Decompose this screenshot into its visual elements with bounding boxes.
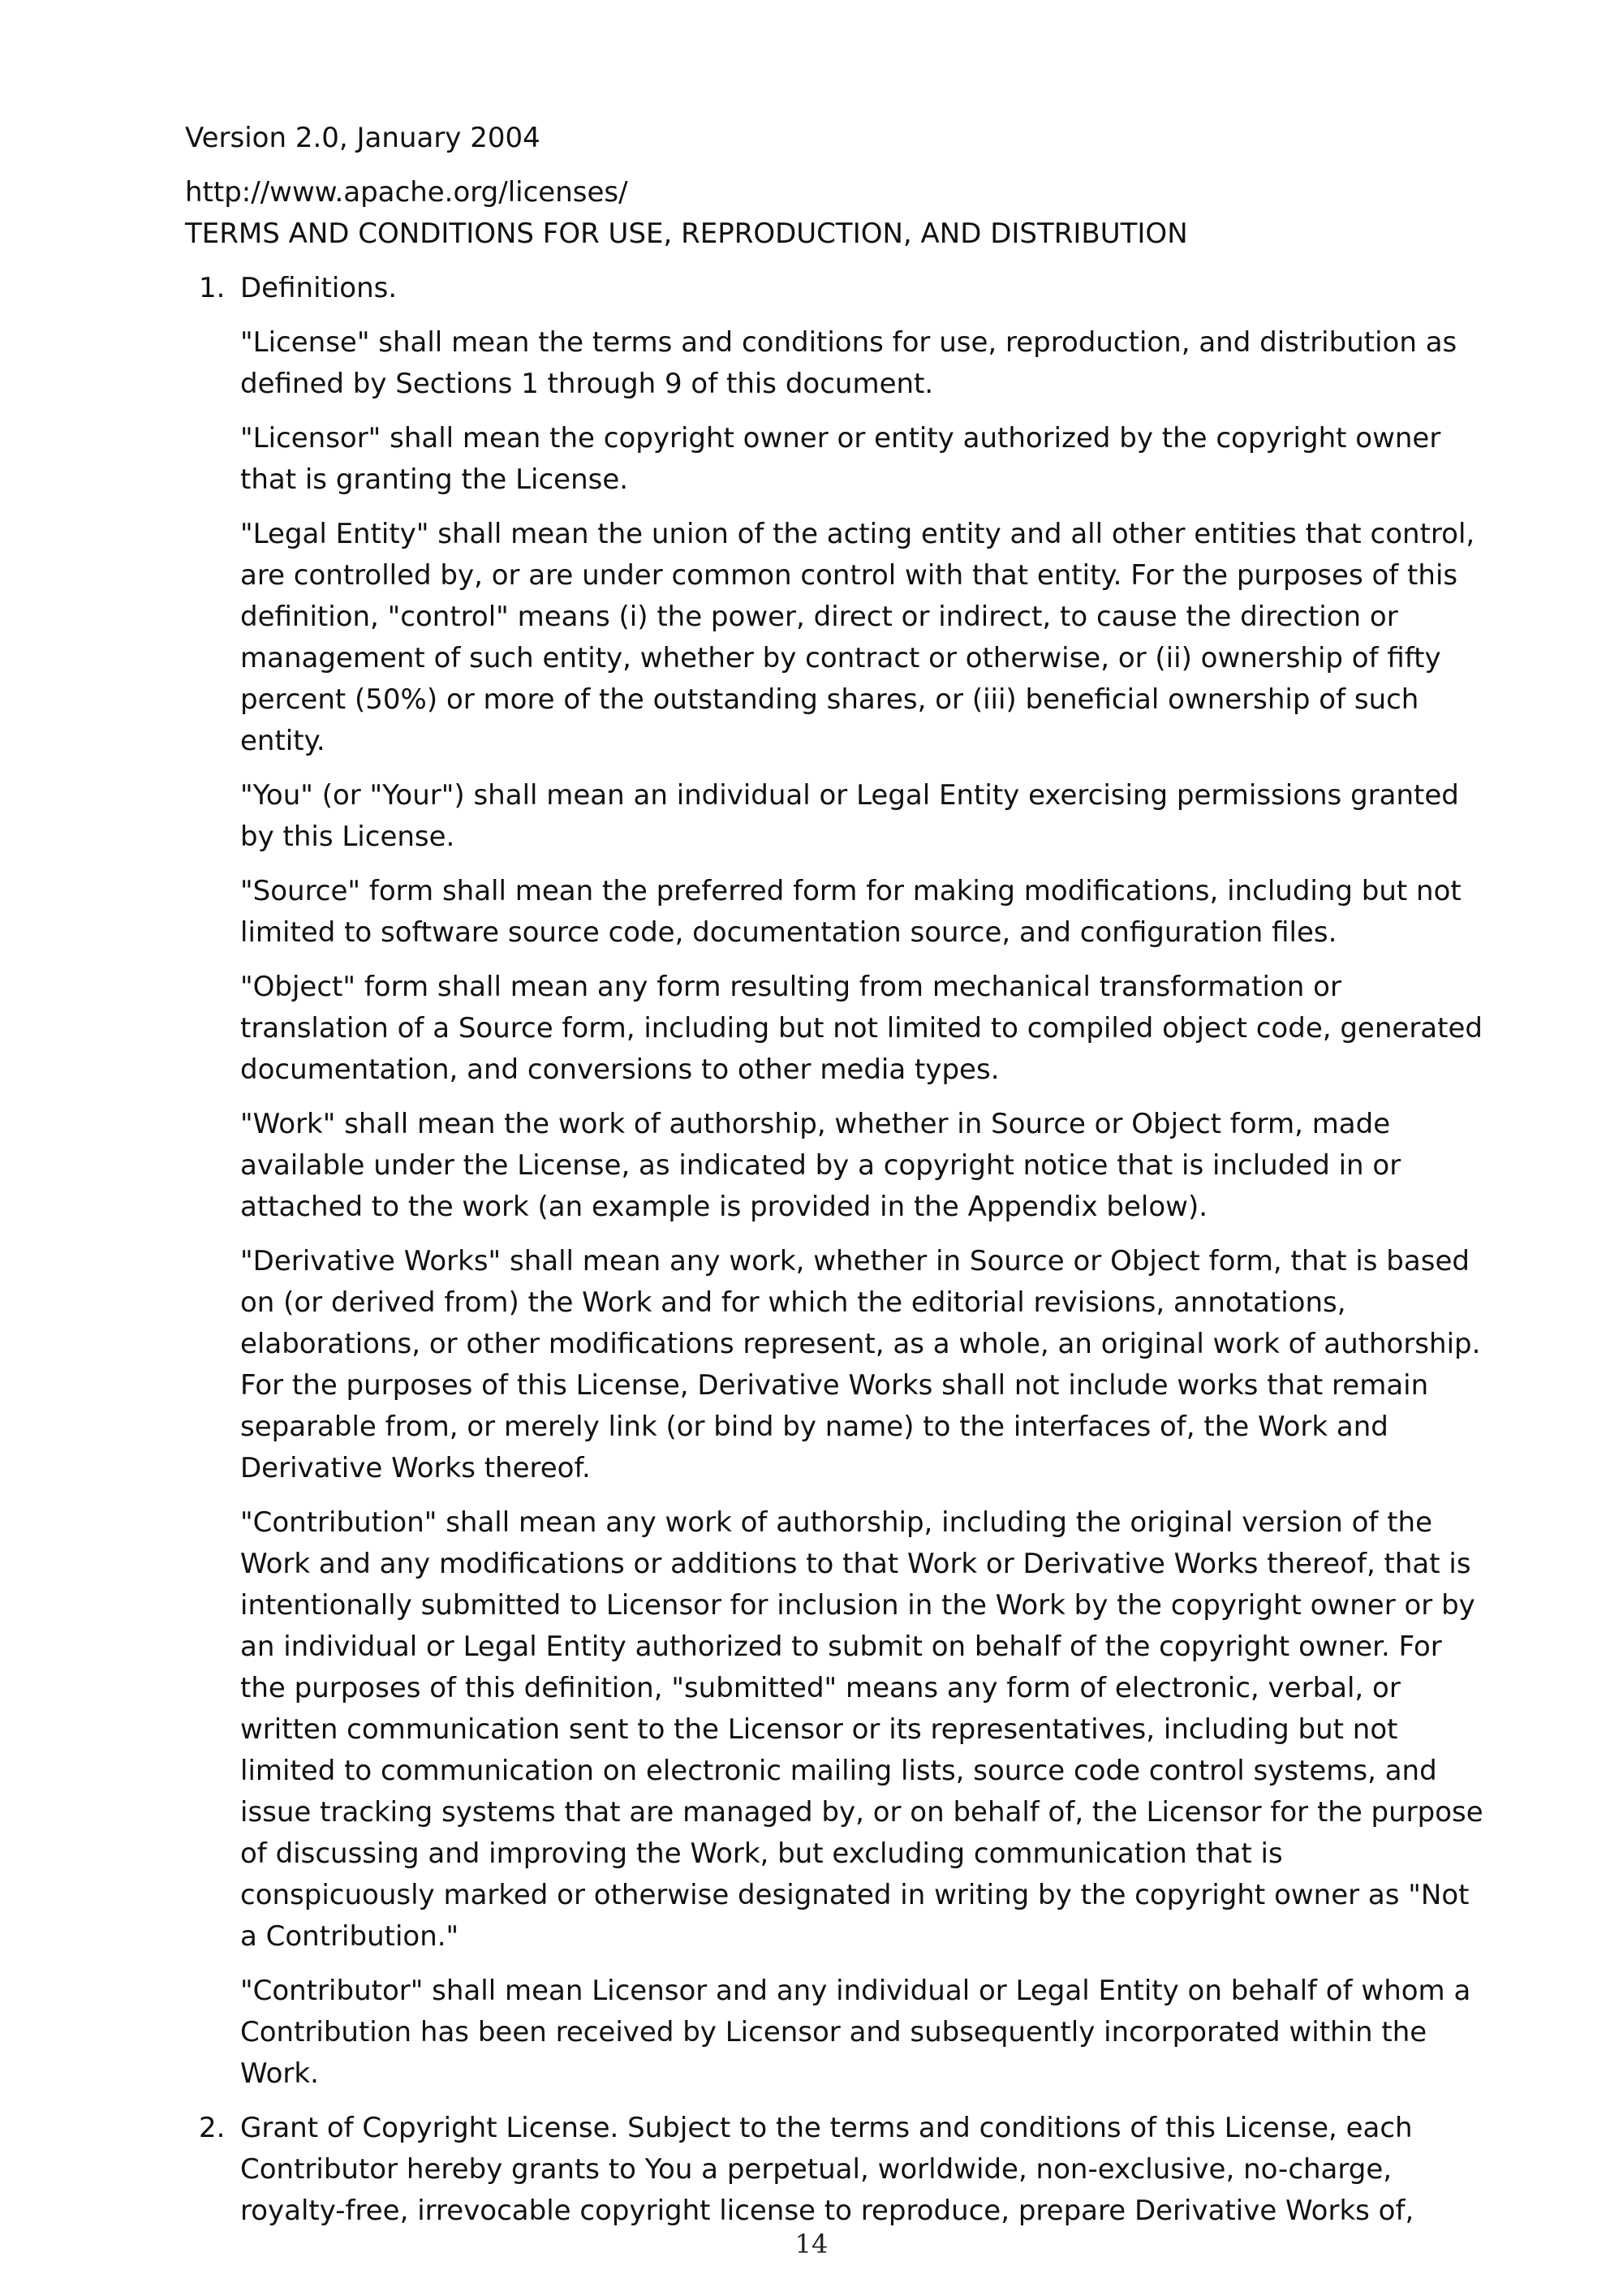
document-page — [185, 118, 1483, 2232]
definition-object: "Object" form shall mean any form resulting from mechanical transformation or translation of a Source form, including but not limited to compiled object code, generated documentation, and conversions to other media types. — [240, 971, 1483, 1086]
section-title: Definitions. — [240, 272, 398, 304]
license-url: http://www.apache.org/licenses/ — [185, 176, 628, 209]
terms-heading: TERMS AND CONDITIONS FOR USE, REPRODUCTION, AND DISTRIBUTION — [185, 218, 1188, 250]
definition-licensor: "Licensor" shall mean the copyright owner or entity authorized by the copyright owner that is granting the License. — [240, 422, 1441, 496]
definition-source: "Source" form shall mean the preferred form for making modifications, including but not limited to software source code, documentation source, and configuration files. — [240, 875, 1462, 949]
definition-you: "You" (or "Your") shall mean an individual or Legal Entity exercising permissions granted by this License. — [240, 779, 1459, 853]
header-block — [185, 172, 1483, 255]
definition-contributor: "Contributor" shall mean Licensor and any individual or Legal Entity on behalf of whom a Contribution has been received by Licensor and subsequently incorporated within the Work. — [240, 1975, 1471, 2090]
definition-license: "License" shall mean the terms and conditions for use, reproduction, and distribution as defined by Sections 1 through 9 of this document. — [240, 326, 1457, 400]
section-number: 2. — [199, 2112, 226, 2144]
section-number: 1. — [199, 272, 226, 304]
definition-legal-entity: "Legal Entity" shall mean the union of the acting entity and all other entities that control, are controlled by, or are under common control with that entity. For the purposes of this definition, "control" means (i) the power, direct or indirect, to cause the direction or management of such entity, whether by contract or otherwise, or (ii) ownership of fifty percent (50%) or more of the outstanding shares, or (iii) beneficial ownership of such entity. — [240, 518, 1475, 757]
section-grant-copyright — [185, 2108, 1483, 2232]
definition-derivative-works: "Derivative Works" shall mean any work, whether in Source or Object form, that is based on (or derived from) the Work and for which the editorial revisions, annotations, elaborations, or other modifications represent, as a whole, an original work of authorship. For the purposes of this License, Derivative Works shall not include works that remain separable from, or merely link (or bind by name) to the interfaces of, the Work and Derivative Works thereof. — [240, 1245, 1481, 1484]
section-definitions — [185, 268, 1483, 2095]
page-number: 14 — [794, 2229, 829, 2259]
version-line: Version 2.0, January 2004 — [185, 122, 540, 154]
sections-list — [185, 268, 1483, 2232]
definition-work: "Work" shall mean the work of authorship, whether in Source or Object form, made available under the License, as indicated by a copyright notice that is included in or attached to the work (an example is provided in the Appendix below). — [240, 1108, 1401, 1223]
section-title: Grant of Copyright License. Subject to the terms and conditions of this License, each Contributor hereby grants to You a perpetual, worldwide, non-exclusive, no-charge, royalty-free, irrevocable copyright license to reproduce, prepare Derivative Works of, — [240, 2112, 1414, 2227]
definition-contribution: "Contribution" shall mean any work of authorship, including the original version of the Work and any modifications or additions to that Work or Derivative Works thereof, that is intentionally submitted to Licensor for inclusion in the Work by the copyright owner or by an individual or Legal Entity authorized to submit on behalf of the copyright owner. For the purposes of this definition, "submitted" means any form of electronic, verbal, or written communication sent to the Licensor or its representatives, including but not limited to communication on electronic mailing lists, source code control systems, and issue tracking systems that are managed by, or on behalf of, the Licensor for the purpose of discussing and improving the Work, but excluding communication that is conspicuously marked or otherwise designated in writing by the copyright owner as "Not a Contribution." — [240, 1506, 1483, 1953]
